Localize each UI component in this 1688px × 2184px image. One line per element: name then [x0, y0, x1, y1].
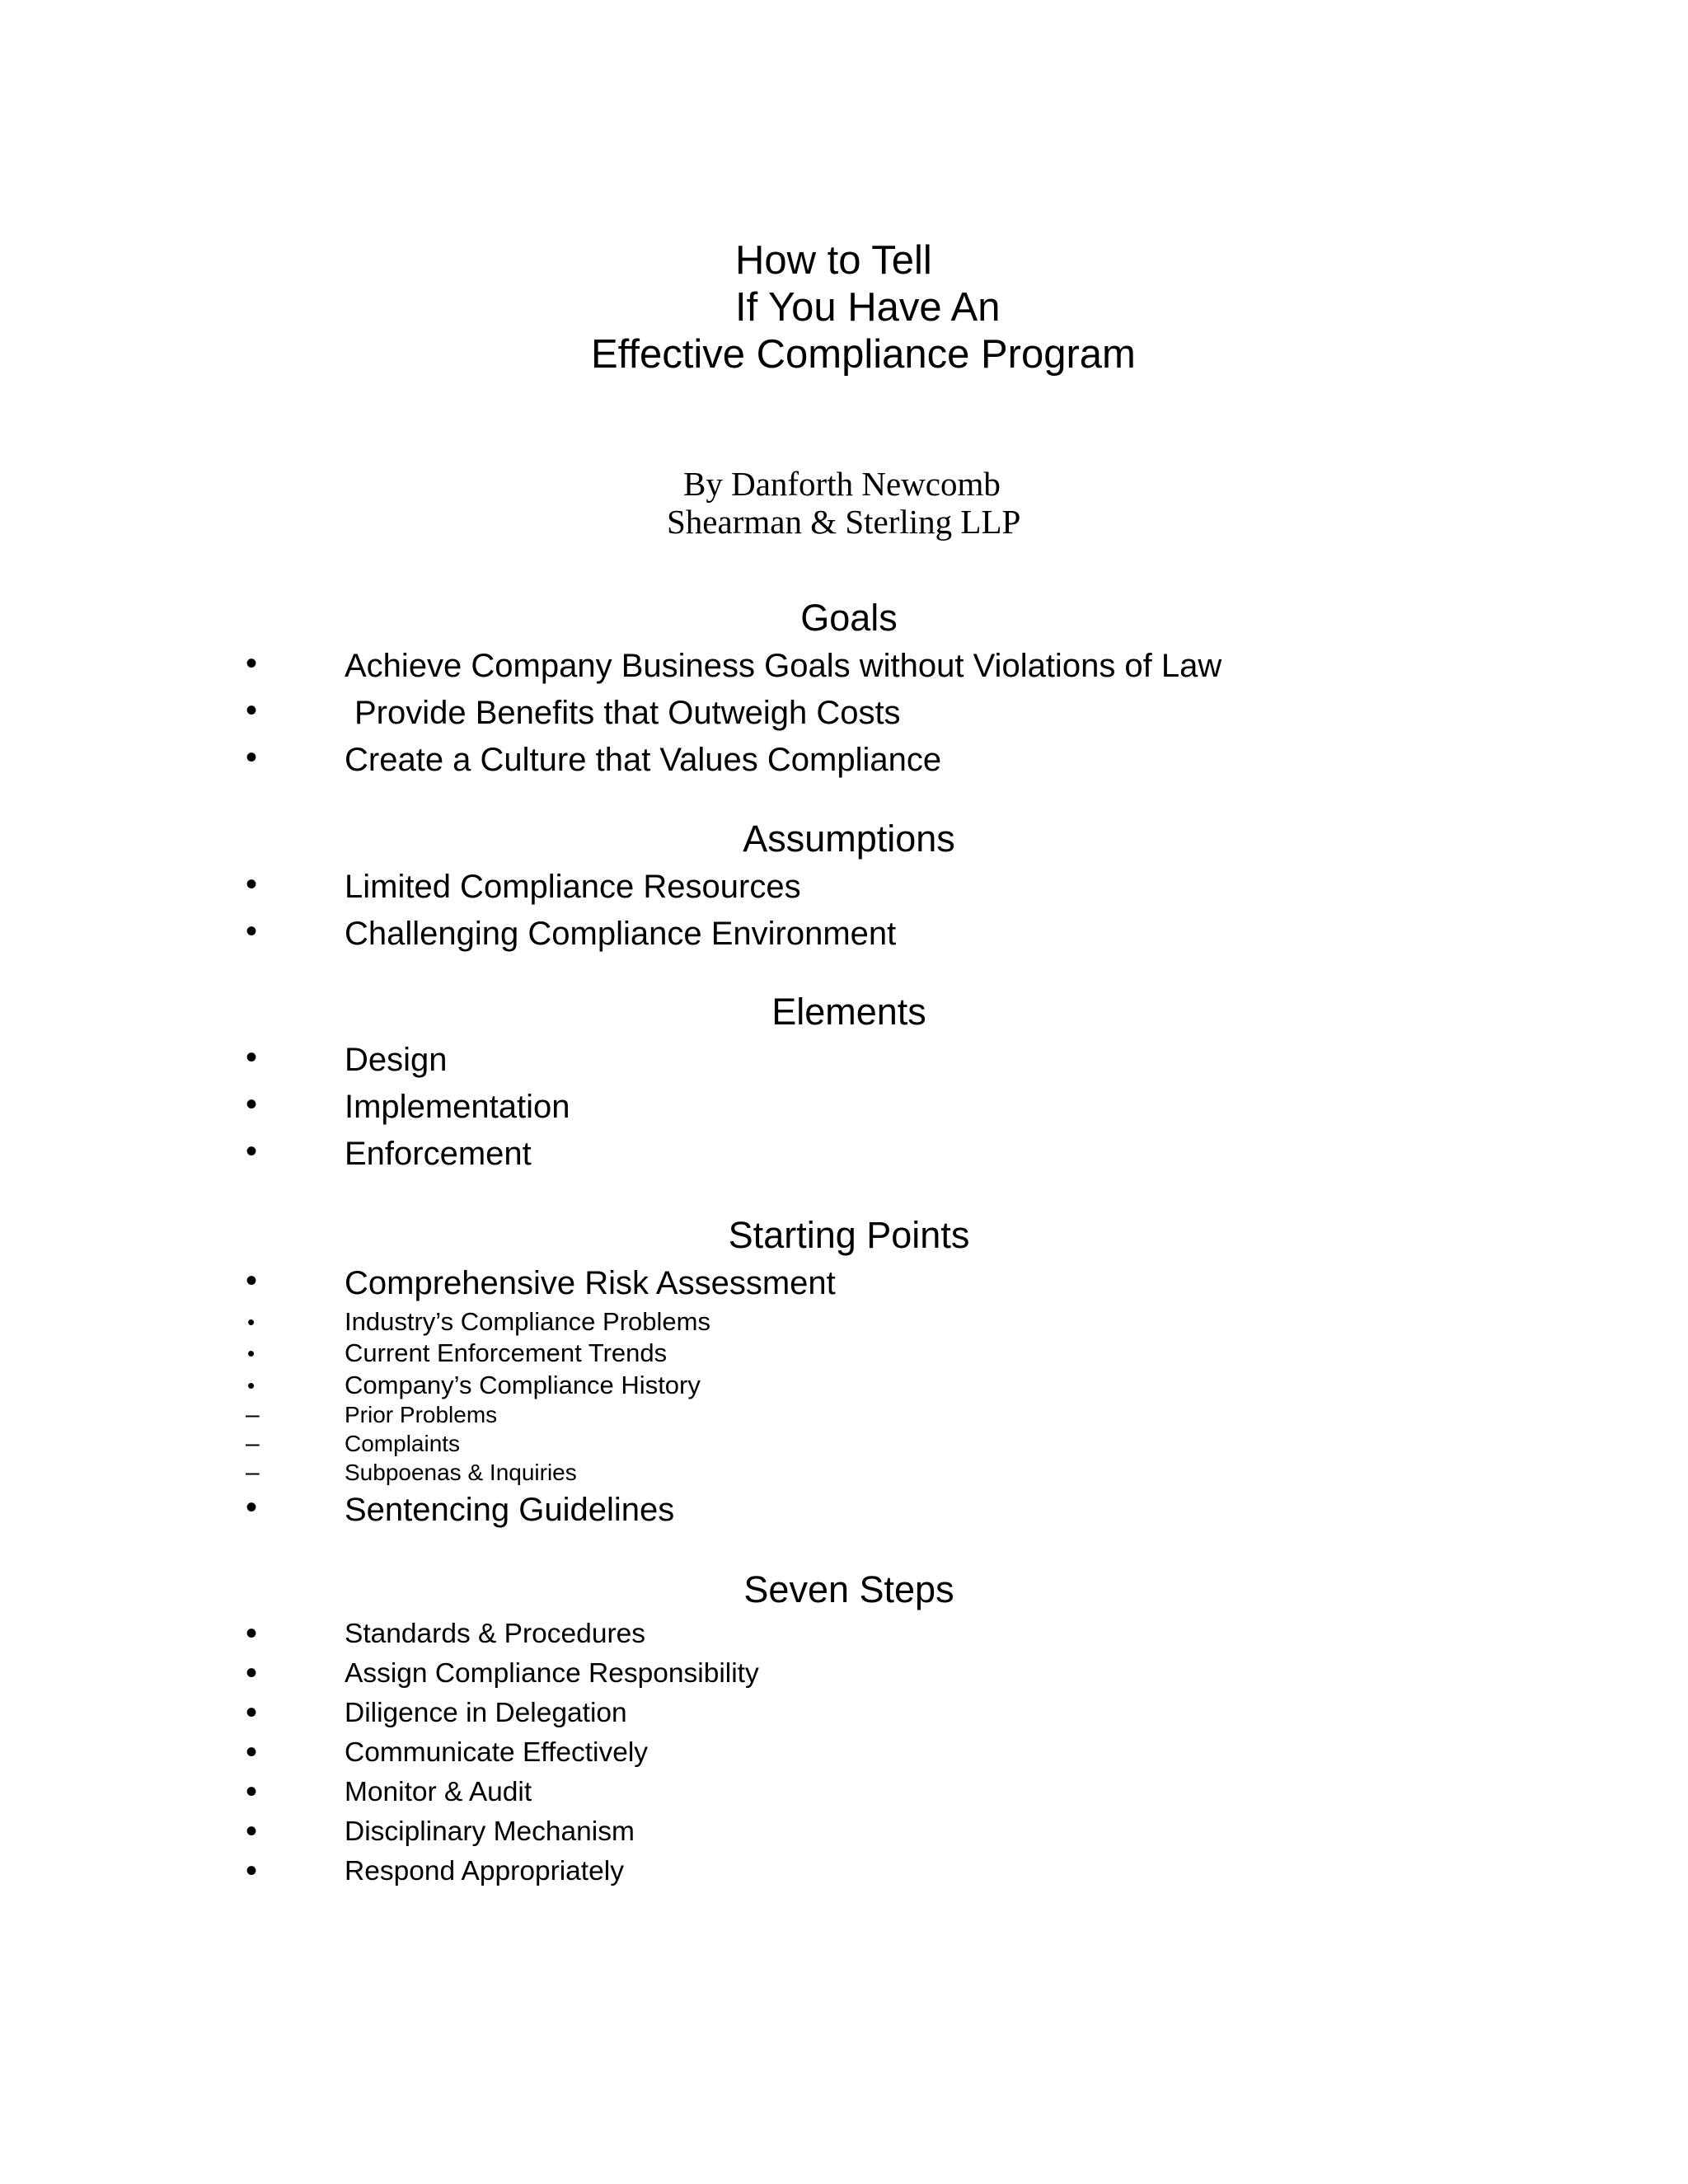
bullet-icon: •: [246, 1489, 258, 1526]
bullet-icon: •: [247, 1373, 256, 1398]
seven-steps-item: Standards & Procedures: [345, 1619, 645, 1649]
bullet-icon: •: [246, 866, 258, 902]
bullet-icon: •: [246, 1774, 258, 1810]
assumptions-item: Challenging Compliance Environment: [345, 916, 897, 952]
starting-points-item: Sentencing Guidelines: [345, 1492, 675, 1528]
assumptions-item: Limited Compliance Resources: [345, 869, 801, 905]
author-line: By Danforth Newcomb: [683, 465, 1001, 503]
bullet-icon: •: [246, 1853, 258, 1889]
elements-heading: Elements: [771, 991, 926, 1033]
bullet-icon: •: [247, 1310, 256, 1334]
bullet-icon: •: [246, 1813, 258, 1849]
dash-icon: –: [246, 1459, 260, 1486]
starting-points-subsubitem: Complaints: [345, 1431, 461, 1456]
starting-points-subitem: Current Enforcement Trends: [345, 1338, 668, 1367]
bullet-icon: •: [246, 1086, 258, 1122]
bullet-icon: •: [246, 1655, 258, 1691]
bullet-icon: •: [246, 1039, 258, 1076]
bullet-icon: •: [246, 1694, 258, 1731]
starting-points-heading: Starting Points: [728, 1214, 970, 1256]
dash-icon: –: [246, 1401, 260, 1428]
seven-steps-item: Respond Appropriately: [345, 1856, 624, 1886]
bullet-icon: •: [246, 1133, 258, 1169]
elements-item: Enforcement: [345, 1136, 532, 1172]
bullet-icon: •: [246, 739, 258, 776]
starting-points-subsubitem: Prior Problems: [345, 1402, 498, 1427]
elements-item: Design: [345, 1042, 448, 1078]
seven-steps-item: Assign Compliance Responsibility: [345, 1658, 759, 1689]
goals-item: Achieve Company Business Goals without Violations of Law: [345, 648, 1222, 684]
goals-heading: Goals: [800, 597, 898, 639]
firm-line: Shearman & Sterling LLP: [667, 503, 1021, 541]
goals-item: Create a Culture that Values Compliance: [345, 742, 942, 778]
title-line-2: If You Have An: [735, 285, 1001, 330]
dash-icon: –: [246, 1430, 260, 1457]
starting-points-subitem: Industry’s Compliance Problems: [345, 1307, 710, 1336]
elements-item: Implementation: [345, 1089, 570, 1125]
seven-steps-item: Disciplinary Mechanism: [345, 1816, 635, 1847]
seven-steps-item: Monitor & Audit: [345, 1777, 532, 1807]
starting-points-item: Comprehensive Risk Assessment: [345, 1265, 836, 1301]
goals-item: Provide Benefits that Outweigh Costs: [354, 695, 901, 731]
title-line-3: Effective Compliance Program: [591, 332, 1136, 377]
title-line-1: How to Tell: [735, 238, 932, 283]
bullet-icon: •: [247, 1341, 256, 1366]
starting-points-subitem: Company’s Compliance History: [345, 1371, 701, 1399]
seven-steps-item: Communicate Effectively: [345, 1737, 649, 1768]
bullet-icon: •: [246, 913, 258, 949]
bullet-icon: •: [246, 1734, 258, 1770]
starting-points-subsubitem: Subpoenas & Inquiries: [345, 1460, 577, 1485]
assumptions-heading: Assumptions: [743, 818, 955, 860]
bullet-icon: •: [246, 645, 258, 682]
bullet-icon: •: [246, 1263, 258, 1299]
bullet-icon: •: [246, 1615, 258, 1652]
bullet-icon: •: [246, 692, 258, 729]
seven-steps-item: Diligence in Delegation: [345, 1698, 627, 1728]
seven-steps-heading: Seven Steps: [743, 1568, 954, 1610]
